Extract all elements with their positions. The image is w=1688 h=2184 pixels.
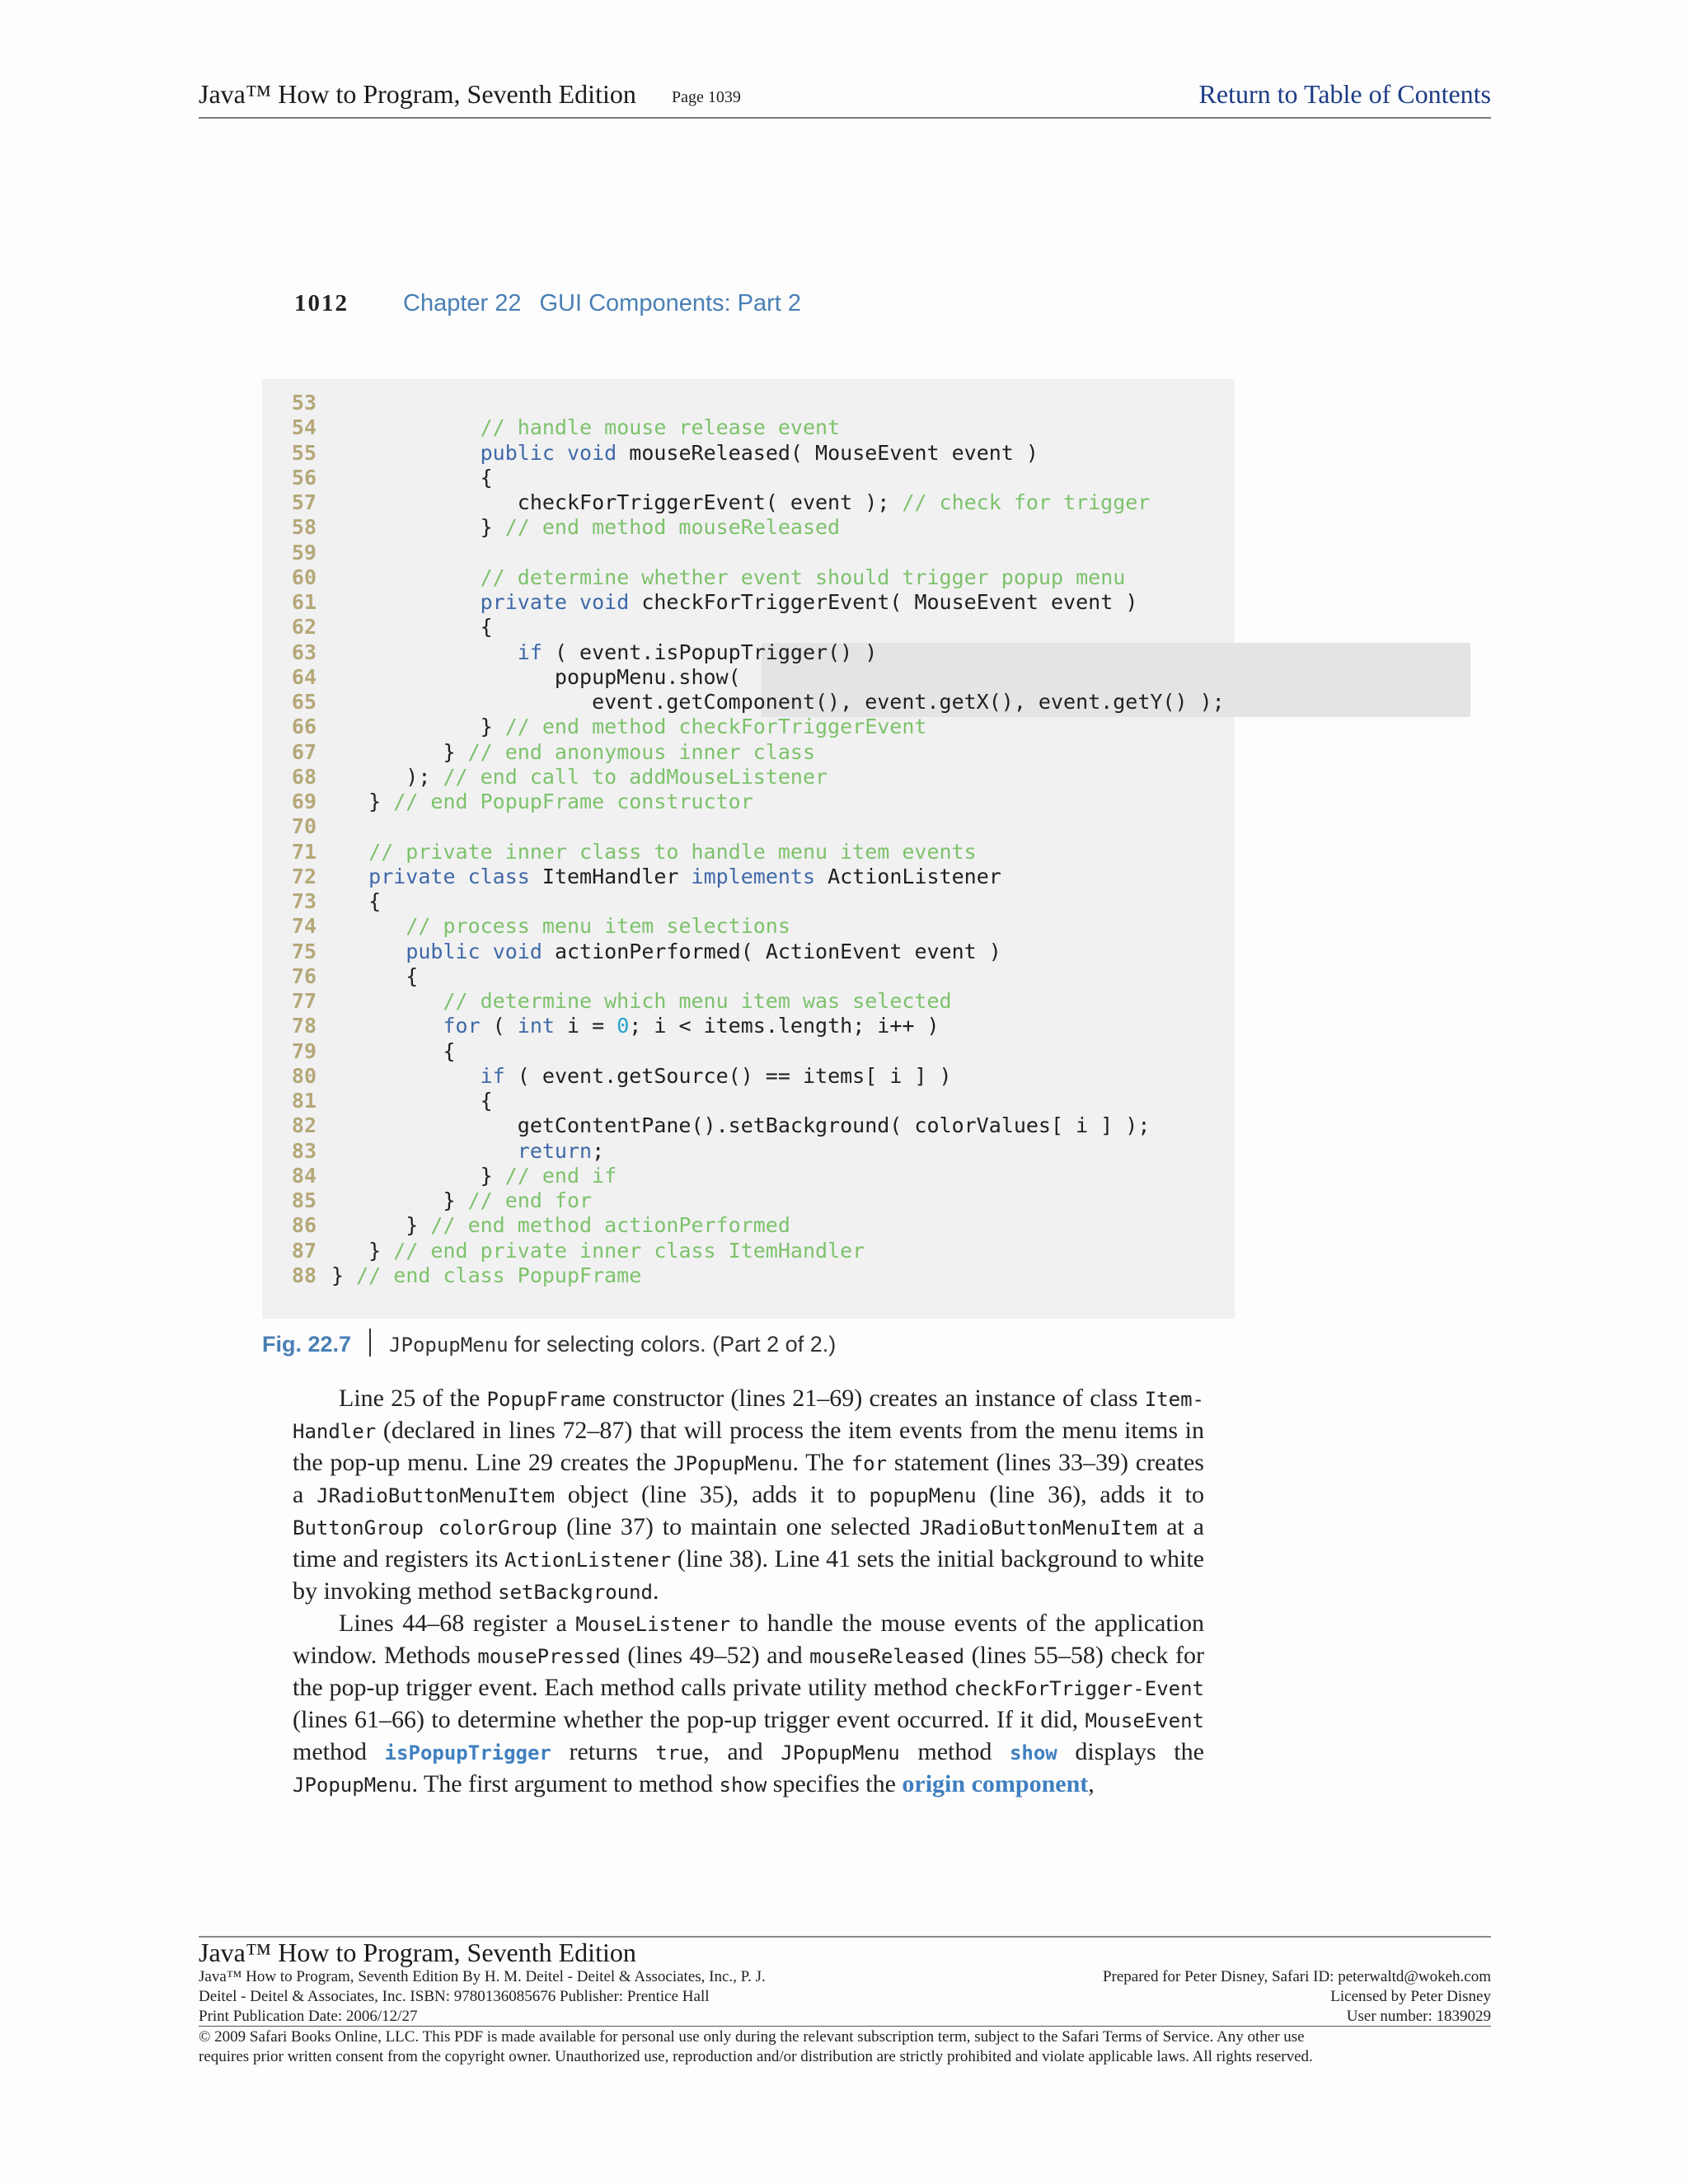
code-line — [262, 541, 1235, 565]
code-line — [262, 914, 1235, 939]
paragraph-2 — [293, 1608, 1204, 1801]
footer-license-info — [914, 1967, 1491, 2027]
code-text: if ( event.getSource() == items[ i ] ) — [480, 1063, 952, 1088]
line-number: 71 — [291, 839, 316, 864]
running-header — [199, 76, 1491, 119]
code-line — [262, 840, 1235, 865]
code-line — [262, 1039, 1235, 1064]
text-run: method — [293, 1738, 385, 1765]
line-number: 83 — [291, 1138, 316, 1163]
line-number: 82 — [291, 1113, 316, 1138]
code-text: ); // end call to addMouseListener — [331, 764, 828, 789]
code-line — [262, 590, 1235, 615]
line-number: 59 — [291, 540, 316, 565]
text-run: (lines 49–52) and — [620, 1642, 810, 1669]
line-number: 88 — [291, 1263, 316, 1287]
code-text: private void checkForTriggerEvent( MouseEvent event ) — [480, 590, 1138, 614]
code-line — [262, 865, 1235, 889]
code-line — [262, 765, 1235, 790]
code-line — [262, 1089, 1235, 1113]
line-number: 70 — [291, 814, 316, 839]
legal-line: requires prior written consent from the copyright owner. Unauthorized use, reproduction and/or distribution are strictly prohibited and violate applicable laws. All rights reserved. — [199, 2048, 1313, 2065]
footer-legal — [199, 2027, 1491, 2067]
inline-code: mousePressed — [477, 1645, 621, 1668]
code-line — [262, 790, 1235, 814]
code-text: checkForTriggerEvent( event ); // check for trigger — [331, 490, 1151, 514]
line-number: 62 — [291, 615, 316, 640]
footer-title: Java™ How to Program, Seventh Edition — [199, 1938, 636, 1967]
legal-line: © 2009 Safari Books Online, LLC. This PDF is made available for personal use only during the relevant subscription term, subject to the Safari Terms of Service. Any other use — [199, 2028, 1305, 2046]
chapter-label: Chapter 22 — [403, 290, 522, 316]
footer-line: Print Publication Date: 2006/12/27 — [199, 2008, 418, 2025]
code-text: // private inner class to handle menu item events — [368, 839, 977, 864]
footer-line: Java™ How to Program, Seventh Edition By H. M. Deitel - Deitel & Associates, Inc., P. J. — [199, 1968, 766, 1985]
text-run: (declared in lines 72–87) that will process the item events from the menu items in the pop-up menu. Line 29 creates the — [293, 1417, 1204, 1476]
code-text: } // end method checkForTriggerEvent — [331, 715, 927, 739]
code-text: // determine which menu item was selected — [443, 989, 952, 1013]
line-number: 86 — [291, 1213, 316, 1238]
code-text: } // end for — [331, 1188, 593, 1212]
inline-code: JPopupMenu — [293, 1774, 412, 1797]
figure-class-name: JPopupMenu — [389, 1333, 509, 1357]
footer-line: Prepared for Peter Disney, Safari ID: peterwaltd@wokeh.com — [1102, 1968, 1491, 1985]
code-text: { — [331, 1089, 493, 1113]
code-line — [262, 715, 1235, 739]
line-number: 58 — [291, 515, 316, 540]
code-line — [262, 1064, 1235, 1089]
text-run: at a time and registers its — [293, 1513, 1205, 1572]
code-line — [262, 940, 1235, 964]
figure-label: Fig. 22.7 — [262, 1332, 352, 1357]
code-text: } // end if — [331, 1163, 617, 1188]
code-text: return; — [517, 1138, 605, 1163]
footer-publication-info — [199, 1967, 940, 2027]
code-line — [262, 441, 1235, 466]
inline-code: show — [719, 1774, 767, 1797]
code-text: public void actionPerformed( ActionEvent event ) — [406, 939, 1001, 963]
inline-code: checkForTrigger-Event — [954, 1677, 1204, 1700]
code-text: { — [331, 889, 382, 913]
line-number: 61 — [291, 590, 316, 614]
line-number: 64 — [291, 664, 316, 689]
footer-line: User number: 1839029 — [1346, 2008, 1491, 2025]
inline-code: MouseListener — [575, 1613, 731, 1636]
inline-code: mouseReleased — [809, 1645, 965, 1668]
caption-separator — [369, 1329, 371, 1357]
footer-legal-divider — [199, 2026, 1491, 2027]
line-number: 80 — [291, 1063, 316, 1088]
text-run: (line 38). Line 41 sets the initial background to white by invoking method — [293, 1545, 1204, 1605]
line-number: 87 — [291, 1238, 316, 1263]
inline-code: true — [655, 1741, 704, 1765]
inline-code: JRadioButtonMenuItem — [316, 1484, 556, 1507]
line-number: 73 — [291, 889, 316, 913]
code-line — [262, 1139, 1235, 1164]
line-number: 77 — [291, 989, 316, 1013]
code-text: for ( int i = 0; i < items.length; i++ ) — [443, 1014, 940, 1038]
code-text: event.getComponent(), event.getX(), event.getY() ); — [331, 690, 1225, 714]
key-term: origin component — [902, 1770, 1089, 1797]
text-run: (line 36), adds it to — [976, 1481, 1204, 1508]
code-line — [262, 640, 1235, 665]
line-number: 76 — [291, 963, 316, 988]
code-text: } // end method mouseReleased — [331, 515, 841, 540]
text-run: method — [899, 1738, 1010, 1765]
line-number: 53 — [291, 391, 316, 415]
code-line — [262, 565, 1235, 590]
code-line — [262, 466, 1235, 490]
line-number: 56 — [291, 465, 316, 490]
line-number: 79 — [291, 1038, 316, 1063]
code-text: { — [331, 465, 493, 490]
inline-code: JRadioButtonMenuItem — [919, 1516, 1158, 1540]
inline-code: JPopupMenu — [673, 1452, 793, 1475]
text-run: statement (lines 33–39) creates a — [293, 1449, 1204, 1508]
inline-code: MouseEvent — [1085, 1709, 1204, 1732]
toc-link[interactable]: Return to Table of Contents — [1198, 79, 1491, 109]
line-number: 60 — [291, 565, 316, 589]
line-number: 54 — [291, 415, 316, 440]
line-number: 68 — [291, 764, 316, 789]
line-number: 67 — [291, 739, 316, 764]
text-run: , — [1088, 1770, 1095, 1797]
code-text: private class ItemHandler implements ActionListener — [368, 864, 1001, 888]
inline-code: ActionListener — [504, 1549, 672, 1572]
code-text: { — [331, 963, 419, 988]
body-text — [293, 1383, 1204, 1801]
line-number: 57 — [291, 490, 316, 514]
code-text: } // end private inner class ItemHandler — [331, 1238, 865, 1263]
text-run: displays the — [1057, 1738, 1204, 1765]
code-text: { — [331, 615, 493, 640]
line-number: 84 — [291, 1163, 316, 1188]
text-run: (line 37) to maintain one selected — [557, 1513, 920, 1540]
text-run: Lines 44–68 register a — [339, 1610, 576, 1637]
code-line — [262, 1164, 1235, 1188]
code-line — [262, 1113, 1235, 1138]
line-number: 69 — [291, 790, 316, 813]
text-run: (lines 61–66) to determine whether the pop-up trigger event occurred. If it did, — [293, 1706, 1085, 1733]
book-title: Java™ How to Program, Seventh Edition — [199, 79, 636, 109]
code-line — [262, 690, 1235, 715]
text-run: . The first argument to method — [411, 1770, 720, 1797]
line-number: 63 — [291, 640, 316, 664]
code-text: } // end PopupFrame constructor — [331, 790, 753, 813]
code-text: } // end class PopupFrame — [331, 1263, 642, 1287]
footer-line: Deitel - Deitel & Associates, Inc. ISBN: 9780136085676 Publisher: Prentice Hall — [199, 1988, 710, 2005]
footer-line: Licensed by Peter Disney — [1330, 1988, 1491, 2005]
inline-code: Item-Handler — [293, 1388, 1204, 1443]
line-number: 81 — [291, 1089, 316, 1113]
book-page-number: 1012 — [294, 290, 349, 316]
code-text: } // end anonymous inner class — [331, 739, 816, 764]
code-line — [262, 814, 1235, 839]
page-label: Page 1039 — [672, 88, 741, 106]
inline-code: for — [851, 1452, 888, 1475]
text-run: constructor (lines 21–69) creates an instance of class — [606, 1385, 1145, 1412]
inline-code: setBackground — [498, 1581, 653, 1604]
inline-code: PopupFrame — [486, 1388, 606, 1411]
text-run: specifies the — [767, 1770, 903, 1797]
code-line — [262, 989, 1235, 1014]
code-text: if ( event.isPopupTrigger() ) — [517, 640, 878, 664]
code-line — [262, 415, 1235, 440]
text-run: , and — [703, 1738, 781, 1765]
code-line — [262, 1188, 1235, 1213]
figure-caption-text: for selecting colors. (Part 2 of 2.) — [508, 1332, 837, 1357]
highlighted-method: isPopupTrigger — [384, 1741, 551, 1765]
code-line — [262, 515, 1235, 540]
line-number: 66 — [291, 715, 316, 739]
code-text: // handle mouse release event — [480, 415, 841, 440]
text-run: (lines 55–58) check for the pop-up trigger event. Each method calls private utility method — [293, 1642, 1204, 1701]
text-run: object (line 35), adds it to — [555, 1481, 870, 1508]
inline-code: ButtonGroup colorGroup — [293, 1516, 558, 1540]
code-line — [262, 391, 1235, 415]
line-number: 74 — [291, 914, 316, 939]
text-run: returns — [551, 1738, 656, 1765]
code-line — [262, 1263, 1235, 1288]
chapter-title: GUI Components: Part 2 — [539, 290, 802, 316]
line-number: 72 — [291, 864, 316, 888]
code-line — [262, 615, 1235, 640]
code-line — [262, 1239, 1235, 1263]
code-text: getContentPane().setBackground( colorValues[ i ] ); — [331, 1113, 1151, 1138]
text-run: Line 25 of the — [339, 1385, 487, 1412]
highlighted-method: show — [1009, 1741, 1057, 1765]
code-text: } // end method actionPerformed — [331, 1213, 790, 1238]
line-number: 75 — [291, 939, 316, 963]
line-number: 85 — [291, 1188, 316, 1212]
text-run: to handle the mouse events of the application window. Methods — [293, 1610, 1205, 1669]
code-line — [262, 1014, 1235, 1038]
code-text: // determine whether event should trigger popup menu — [480, 565, 1126, 589]
code-line — [262, 490, 1235, 515]
code-text: public void mouseReleased( MouseEvent event ) — [480, 440, 1039, 465]
line-number: 65 — [291, 690, 316, 714]
chapter-heading — [403, 290, 801, 317]
figure-caption — [262, 1329, 836, 1361]
code-line — [262, 1213, 1235, 1238]
code-line — [262, 889, 1235, 914]
paragraph-1 — [293, 1383, 1204, 1608]
code-line — [262, 740, 1235, 765]
text-run: . The — [792, 1449, 851, 1476]
code-line — [262, 665, 1235, 690]
text-run: . — [653, 1577, 659, 1605]
code-line — [262, 964, 1235, 989]
inline-code: popupMenu — [869, 1484, 977, 1507]
code-text: popupMenu.show( — [331, 664, 741, 689]
code-listing — [262, 379, 1235, 1319]
line-number: 78 — [291, 1014, 316, 1038]
code-text: { — [331, 1038, 456, 1063]
inline-code: JPopupMenu — [781, 1741, 900, 1765]
code-text: // process menu item selections — [406, 914, 790, 939]
line-number: 55 — [291, 440, 316, 465]
